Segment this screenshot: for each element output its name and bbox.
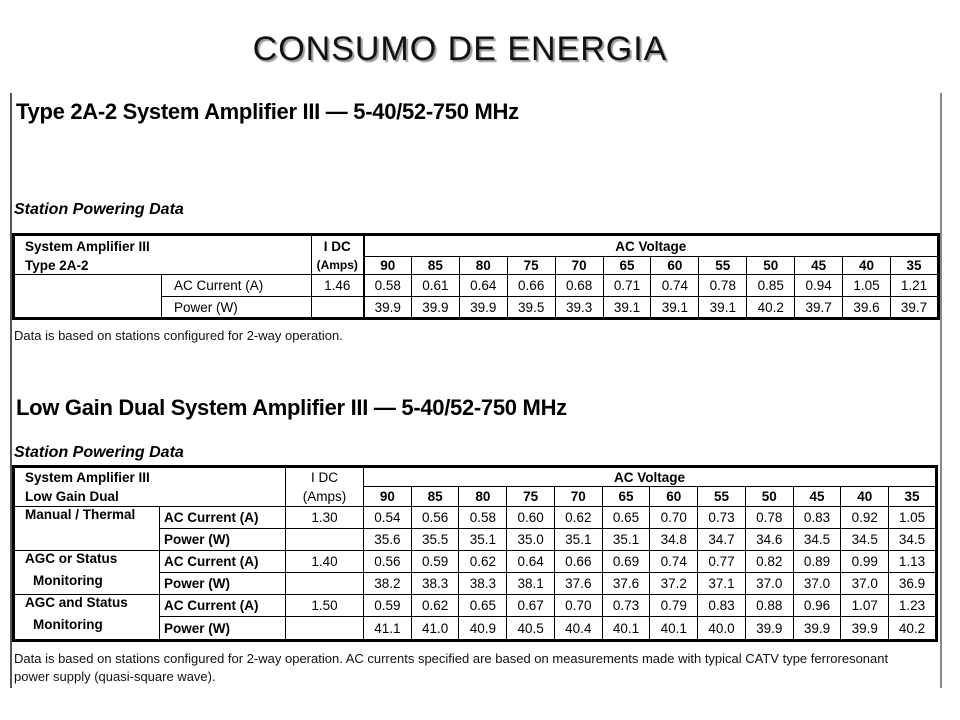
idc-value-empty: [286, 529, 364, 551]
table-cell: 0.68: [555, 275, 603, 297]
table-cell: 39.9: [841, 617, 889, 641]
section2-subheading: Station Powering Data: [14, 444, 184, 461]
table-cell: 0.79: [650, 595, 698, 617]
table-cell: 35.1: [554, 529, 602, 551]
table-cell: 37.6: [602, 573, 650, 595]
row-label: Power (W): [160, 573, 286, 595]
table-cell: 39.1: [699, 297, 747, 319]
group-label-line2: Monitoring: [14, 617, 160, 641]
row-label: Power (W): [160, 617, 286, 641]
row-label: AC Current (A): [160, 507, 286, 529]
table-cell: 0.83: [793, 507, 841, 529]
voltage-header: 85: [411, 257, 459, 275]
group-label-line2: [14, 529, 160, 551]
table-cell: 35.5: [411, 529, 459, 551]
voltage-header: 75: [507, 487, 555, 507]
table-cell: 0.59: [364, 595, 412, 617]
table-cell: 37.0: [841, 573, 889, 595]
table-cell: 39.6: [843, 297, 891, 319]
document-right-border: [940, 93, 942, 688]
table-cell: 0.54: [364, 507, 412, 529]
section2-heading: Low Gain Dual System Amplifier III — 5-40/52-750 MHz: [16, 395, 567, 420]
table-cell: 0.92: [841, 507, 889, 529]
table-cell: 39.9: [745, 617, 793, 641]
voltage-header: 85: [411, 487, 459, 507]
row-label: AC Current (A): [160, 551, 286, 573]
section1-voltage-row: [14, 257, 939, 275]
group-label: Manual / Thermal: [14, 507, 160, 529]
table-cell: 0.62: [459, 551, 507, 573]
table-cell: 0.69: [602, 551, 650, 573]
section1-header-line1: System Amplifier III: [14, 235, 312, 257]
table-cell: 0.62: [554, 507, 602, 529]
row-label: AC Current (A): [160, 595, 286, 617]
section2-note-line2: power supply (quasi-square wave).: [14, 669, 216, 684]
table-cell: 40.2: [889, 617, 937, 641]
table-cell: 40.4: [554, 617, 602, 641]
voltage-header: 75: [507, 257, 555, 275]
table-cell: 35.1: [602, 529, 650, 551]
table-cell: 38.3: [459, 573, 507, 595]
scanned-document: [10, 93, 942, 688]
section1-subheading: Station Powering Data: [14, 201, 184, 218]
table-cell: 39.5: [507, 297, 555, 319]
table-cell: 39.7: [890, 297, 938, 319]
table-cell: 37.1: [698, 573, 746, 595]
table-cell: 0.66: [554, 551, 602, 573]
table-cell: 0.78: [745, 507, 793, 529]
table-cell: 38.1: [507, 573, 555, 595]
voltage-header: 45: [795, 257, 843, 275]
table-row: [14, 507, 937, 529]
table-cell: 38.2: [364, 573, 412, 595]
table-cell: 39.1: [651, 297, 699, 319]
table-cell: 39.9: [459, 297, 507, 319]
table-cell: 0.78: [699, 275, 747, 297]
table-cell: 41.1: [364, 617, 412, 641]
idc-value: 1.50: [286, 595, 364, 617]
table-cell: 0.65: [602, 507, 650, 529]
voltage-header: 55: [698, 487, 746, 507]
table-cell: 35.1: [459, 529, 507, 551]
table-cell: 37.0: [745, 573, 793, 595]
table-cell: 1.23: [889, 595, 937, 617]
table-cell: 39.7: [795, 297, 843, 319]
voltage-header: 50: [745, 487, 793, 507]
group-label-line2: Monitoring: [14, 573, 160, 595]
voltage-header: 35: [889, 487, 937, 507]
empty-cell: [14, 297, 162, 319]
table-cell: 0.89: [793, 551, 841, 573]
table-cell: 35.0: [507, 529, 555, 551]
voltage-header: 65: [603, 257, 651, 275]
section2-header-line1: System Amplifier III: [14, 467, 286, 487]
table-cell: 0.60: [507, 507, 555, 529]
table-row: [14, 529, 937, 551]
table-cell: 0.71: [603, 275, 651, 297]
table-cell: 0.82: [745, 551, 793, 573]
table-row: [14, 573, 937, 595]
table-cell: 0.85: [747, 275, 795, 297]
idc-value: 1.40: [286, 551, 364, 573]
table-cell: 34.8: [650, 529, 698, 551]
table-cell: 0.73: [602, 595, 650, 617]
table-cell: 1.07: [841, 595, 889, 617]
table-cell: 0.74: [650, 551, 698, 573]
table-row: [14, 551, 937, 573]
voltage-header: 90: [364, 257, 412, 275]
table-cell: 0.70: [650, 507, 698, 529]
table-cell: 0.61: [411, 275, 459, 297]
table-cell: 0.58: [364, 275, 412, 297]
table-cell: 0.83: [698, 595, 746, 617]
section2-voltage-row: [14, 487, 937, 507]
row-label: Power (W): [162, 297, 312, 319]
table-cell: 0.96: [793, 595, 841, 617]
voltage-header: 65: [602, 487, 650, 507]
table-row: [14, 617, 937, 641]
voltage-header: 55: [699, 257, 747, 275]
section1-note: Data is based on stations configured for 2-way operation.: [14, 328, 343, 343]
table-cell: 0.56: [411, 507, 459, 529]
section2-powering-table: [12, 465, 938, 642]
voltage-header: 35: [890, 257, 938, 275]
table-cell: 34.5: [889, 529, 937, 551]
voltage-header: 70: [555, 257, 603, 275]
row-label: Power (W): [160, 529, 286, 551]
table-cell: 0.64: [507, 551, 555, 573]
voltage-header: 90: [364, 487, 412, 507]
table-cell: 0.66: [507, 275, 555, 297]
voltage-header: 80: [459, 257, 507, 275]
table-cell: 34.7: [698, 529, 746, 551]
section2-idc-label: I DC: [286, 467, 364, 487]
table-cell: 40.1: [602, 617, 650, 641]
idc-value: 1.46: [312, 275, 364, 297]
table-cell: 1.05: [889, 507, 937, 529]
table-cell: 40.2: [747, 297, 795, 319]
table-cell: 39.9: [411, 297, 459, 319]
table-cell: 0.58: [459, 507, 507, 529]
table-row: [14, 297, 939, 319]
table-cell: 39.9: [364, 297, 412, 319]
voltage-header: 70: [554, 487, 602, 507]
table-cell: 35.6: [364, 529, 412, 551]
table-cell: 37.6: [554, 573, 602, 595]
empty-cell: [14, 275, 162, 297]
table-cell: 36.9: [889, 573, 937, 595]
section1-heading: Type 2A-2 System Amplifier III — 5-40/52-750 MHz: [16, 99, 519, 124]
voltage-header: 60: [651, 257, 699, 275]
voltage-header: 45: [793, 487, 841, 507]
idc-value: [312, 297, 364, 319]
idc-value-empty: [286, 617, 364, 641]
table-cell: 0.70: [554, 595, 602, 617]
table-cell: 0.88: [745, 595, 793, 617]
table-cell: 0.94: [795, 275, 843, 297]
table-cell: 39.9: [793, 617, 841, 641]
table-cell: 0.64: [459, 275, 507, 297]
table-cell: 40.9: [459, 617, 507, 641]
section1-idc-label: I DC: [312, 235, 364, 257]
group-label: AGC and Status: [14, 595, 160, 617]
voltage-header: 50: [747, 257, 795, 275]
section2-note-line1: Data is based on stations configured for 2-way operation. AC currents specified are based on measurements made with typical CATV type ferroresonant: [14, 651, 889, 666]
table-cell: 39.1: [603, 297, 651, 319]
idc-value: 1.30: [286, 507, 364, 529]
table-cell: 38.3: [411, 573, 459, 595]
table-cell: 1.05: [843, 275, 891, 297]
table-cell: 0.74: [651, 275, 699, 297]
table-cell: 34.6: [745, 529, 793, 551]
table-cell: 0.67: [507, 595, 555, 617]
section2-header-line2: Low Gain Dual: [14, 487, 286, 507]
section1-header-line2: Type 2A-2: [14, 257, 312, 275]
table-cell: 34.5: [841, 529, 889, 551]
table-cell: 40.5: [507, 617, 555, 641]
voltage-header: 60: [650, 487, 698, 507]
table-cell: 40.0: [698, 617, 746, 641]
table-cell: 37.0: [793, 573, 841, 595]
voltage-header: 80: [459, 487, 507, 507]
voltage-header: 40: [841, 487, 889, 507]
table-cell: 34.5: [793, 529, 841, 551]
table-cell: 37.2: [650, 573, 698, 595]
table-cell: 0.77: [698, 551, 746, 573]
table-cell: 0.65: [459, 595, 507, 617]
slide-title: CONSUMO DE ENERGIA: [252, 30, 668, 68]
table-row: [14, 275, 939, 297]
section1-ac-voltage-label: AC Voltage: [364, 235, 939, 257]
table-cell: 0.59: [411, 551, 459, 573]
table-cell: 41.0: [411, 617, 459, 641]
table-cell: 0.56: [364, 551, 412, 573]
section1-powering-table: [12, 233, 940, 320]
table-cell: 39.3: [555, 297, 603, 319]
table-cell: 1.21: [890, 275, 938, 297]
table-row: [14, 595, 937, 617]
section1-idc-unit: (Amps): [312, 257, 364, 275]
table-cell: 0.99: [841, 551, 889, 573]
voltage-header: 40: [843, 257, 891, 275]
table-cell: 0.73: [698, 507, 746, 529]
table-cell: 40.1: [650, 617, 698, 641]
table-cell: 0.62: [411, 595, 459, 617]
idc-value-empty: [286, 573, 364, 595]
row-label: AC Current (A): [162, 275, 312, 297]
section2-idc-unit: (Amps): [286, 487, 364, 507]
section2-ac-voltage-label: AC Voltage: [364, 467, 937, 487]
group-label: AGC or Status: [14, 551, 160, 573]
table-cell: 1.13: [889, 551, 937, 573]
